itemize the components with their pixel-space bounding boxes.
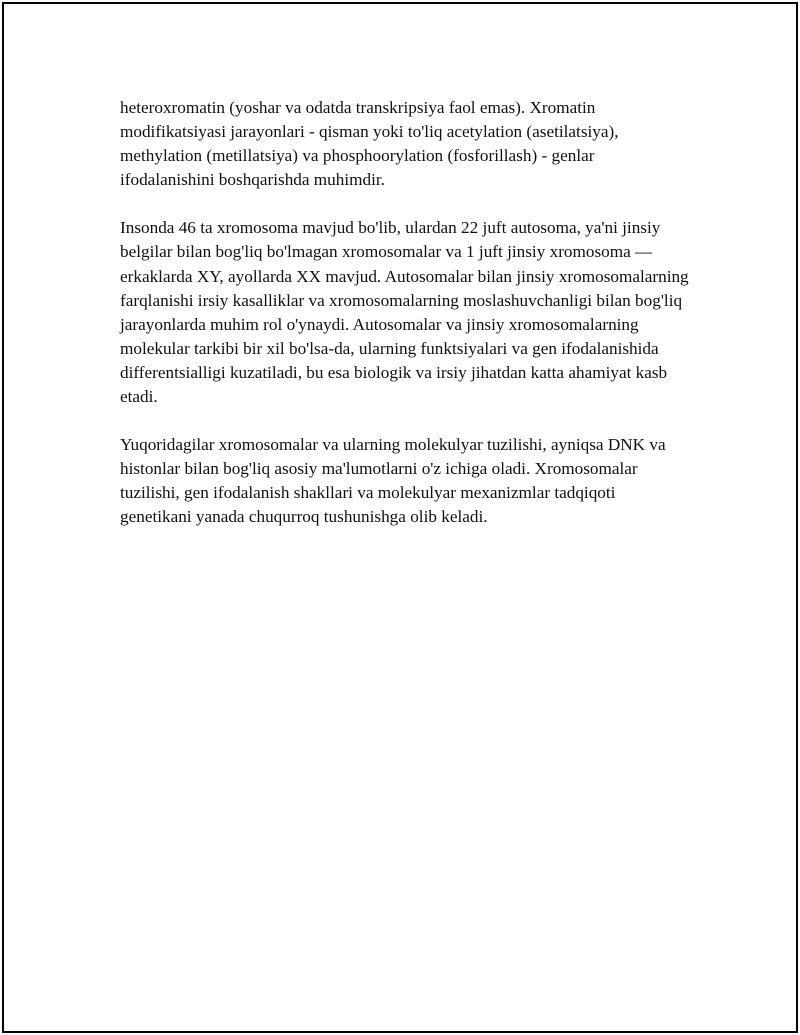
page-frame (2, 2, 798, 1033)
paragraph-3: Yuqoridagilar xromosomalar va ularning molekulyar tuzilishi, ayniqsa DNK va histonlar bilan bog'liq asosiy ma'lumotlarni o'z ichiga oladi. Xromosomalar tuzilishi, gen ifodalanish shakllari va molekulyar mexanizmlar tadqiqoti genetikani yanada chuqurroq tushunishga olib keladi. (120, 435, 666, 527)
paragraph-1: heteroxromatin (yoshar va odatda transkripsiya faol emas). Xromatin modifikatsiyasi jarayonlari - qisman yoki to'liq acetylation (asetilatsiya), methylation (metillatsiya) va phosphoorylation (fosforillash) - genlar ifodalanishini boshqarishda muhimdir. (120, 98, 619, 190)
paragraph-2: Insonda 46 ta xromosoma mavjud bo'lib, ulardan 22 juft autosoma, ya'ni jinsiy belgilar bilan bog'liq bo'lmagan xromosomalar va 1 juft jinsiy xromosoma — erkaklarda XY, ayollarda XX mavjud. Autosomalar bilan jinsiy xromosomalarning farqlanishi irsiy kasalliklar va xromosomalarning moslashuvchanligi bilan bog'liq jarayonlarda muhim rol o'ynaydi. Autosomalar va jinsiy xromosomalarning molekular tarkibi bir xil bo'lsa-da, ularning funktsiyalari va gen ifodalanishida differentsialligi kuzatiladi, bu esa biologik va irsiy jihatdan katta ahamiyat kasb etadi. (120, 218, 689, 407)
document-body (120, 96, 690, 554)
